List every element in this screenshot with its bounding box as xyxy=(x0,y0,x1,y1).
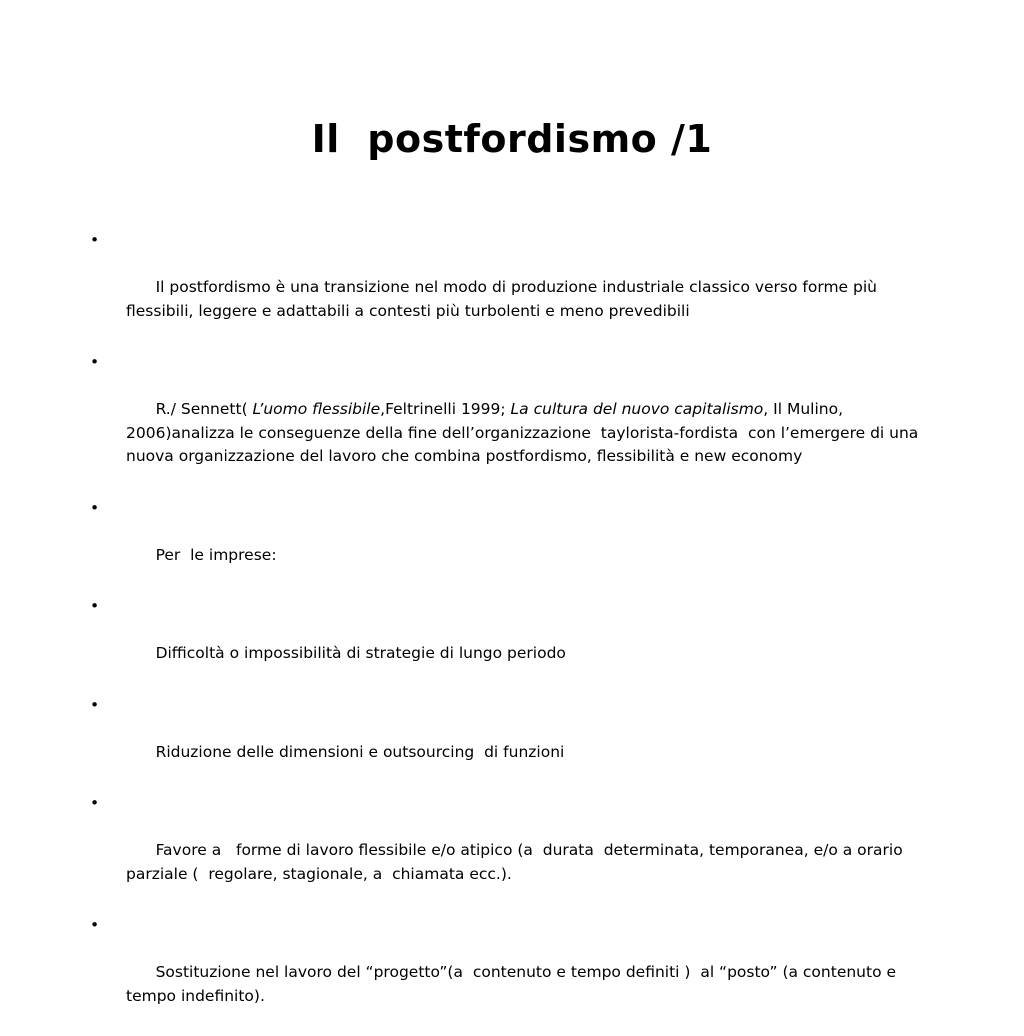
bullet-icon: • xyxy=(90,916,100,934)
bullet-text-part: R./ Sennett( xyxy=(155,400,253,418)
bullet-icon: • xyxy=(90,498,100,517)
bullet-text: Favore a forme di lavoro flessibile e/o atipico (a durata determinata, temporanea, e/o a orario parziale ( regolare, stagionale, a chiamata ecc.). xyxy=(126,841,908,883)
bullet-list xyxy=(90,229,930,1036)
bullet-text: Sostituzione nel lavoro del “progetto”(a contenuto e tempo definiti ) al “posto” (a contenuto e tempo indefinito). xyxy=(126,963,901,1005)
bullet-item xyxy=(90,914,930,1032)
bullet-icon: • xyxy=(90,231,100,249)
bullet-text: Difficoltà o impossibilità di strategie di lungo periodo xyxy=(155,644,566,662)
bullet-item xyxy=(90,351,930,492)
bullet-icon: • xyxy=(90,353,100,371)
bullet-icon: • xyxy=(90,794,100,812)
bullet-text: Riduzione delle dimensioni e outsourcing di funzioni xyxy=(155,742,565,761)
bullet-item xyxy=(90,792,930,910)
bullet-icon: • xyxy=(90,695,100,714)
bullet-item xyxy=(90,595,930,689)
bullet-icon: • xyxy=(90,597,100,615)
bullet-text-part: , Il Mulino, 2006)analizza le conseguenze della fine dell’organizzazione taylorista-fordista con l’emergere di una nuova organizzazione del lavoro che combina postfordismo, flessibilità e new economy xyxy=(126,400,924,465)
bullet-text: Per le imprese: xyxy=(155,545,277,564)
bullet-text: Il postfordismo è una transizione nel modo di produzione industriale classico verso forme più flessibili, leggere e adattabili a contesti più turbolenti e meno prevedibili xyxy=(126,278,882,320)
book-title: La cultura del nuovo capitalismo xyxy=(510,400,764,418)
bullet-text xyxy=(126,400,923,465)
bullet-item xyxy=(90,497,930,591)
book-title: L’uomo flessibile xyxy=(252,400,381,418)
bullet-text-part: ,Feltrinelli 1999; xyxy=(380,400,511,418)
bullet-item xyxy=(90,694,930,788)
slide-title: Il postfordismo /1 xyxy=(311,117,713,161)
bullet-item xyxy=(90,229,930,347)
